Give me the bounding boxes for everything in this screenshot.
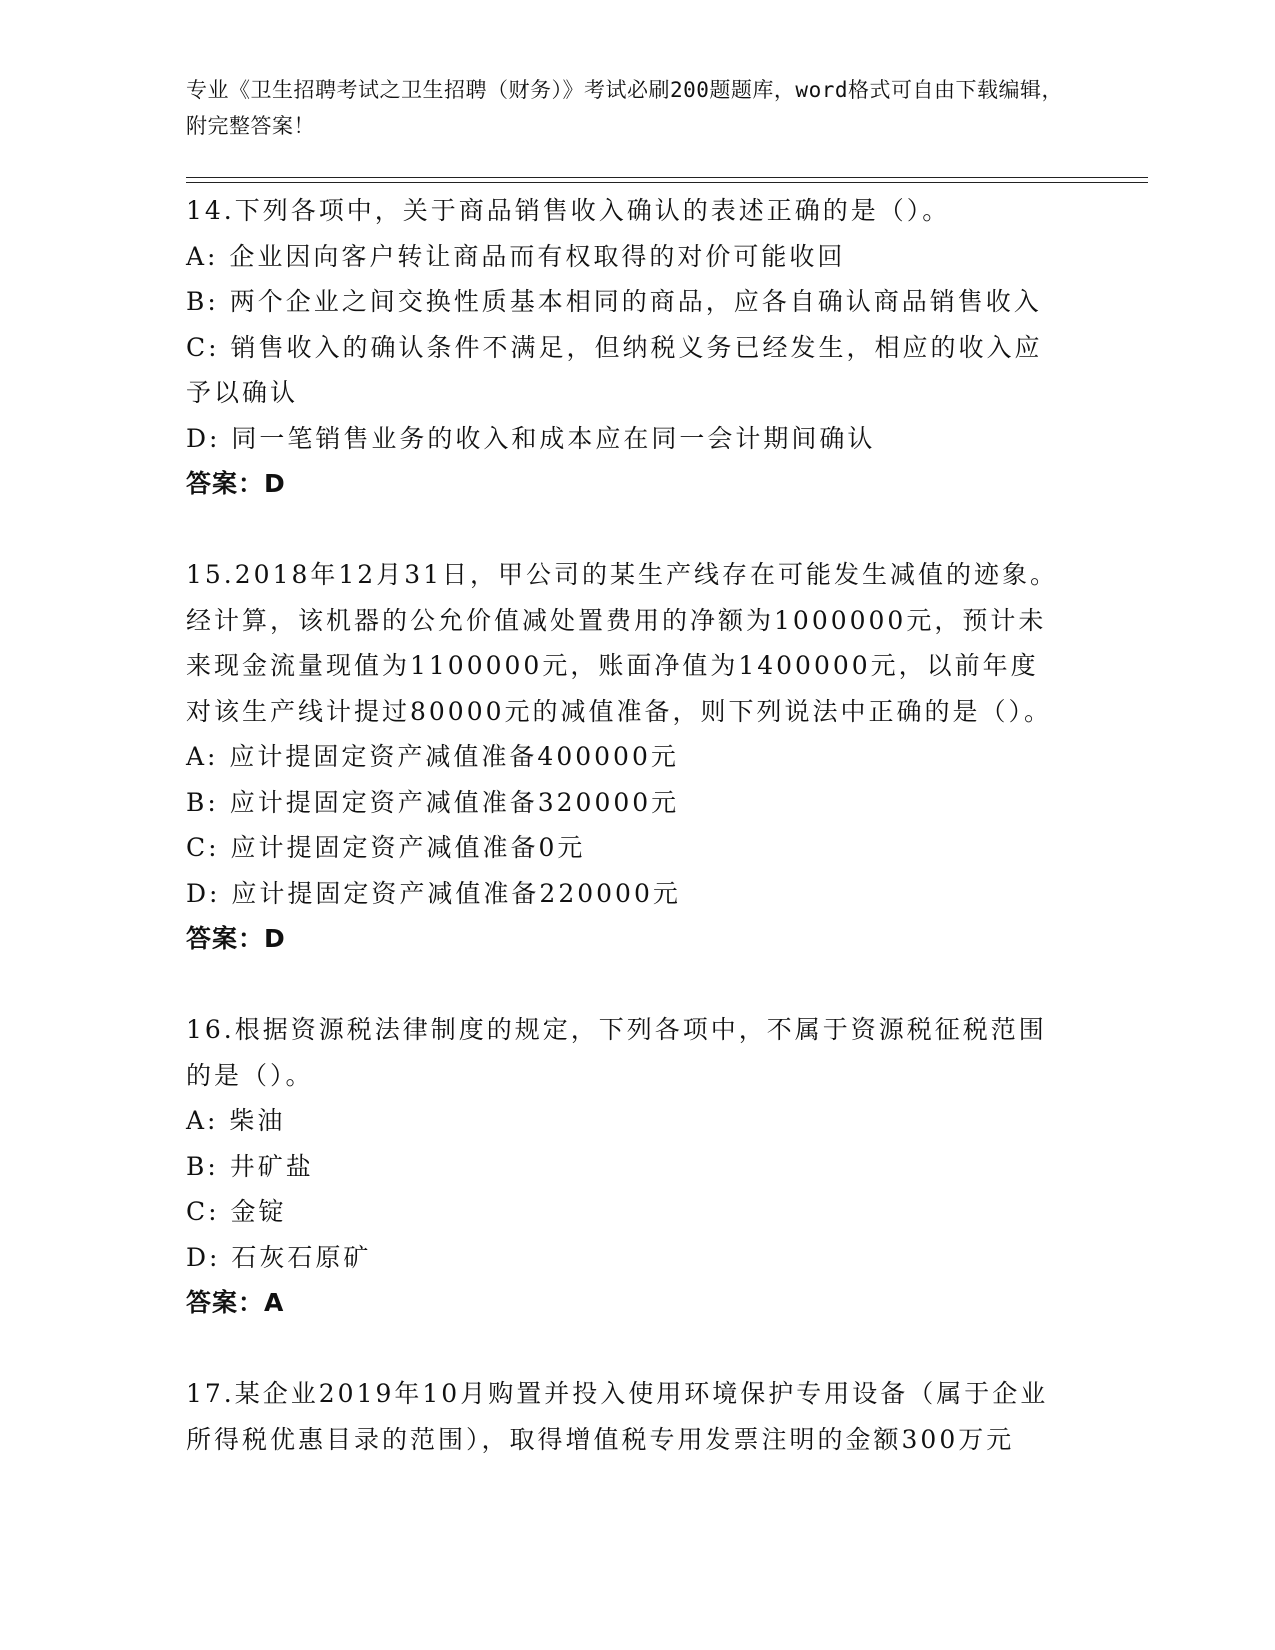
option-a: A: 柴油 (186, 1106, 286, 1135)
option-d: D: 石灰石原矿 (186, 1242, 372, 1272)
option-b: B: 两个企业之间交换性质基本相同的商品，应各自确认商品销售收入 (186, 287, 1042, 316)
option-a: A: 应计提固定资产减值准备400000元 (186, 742, 679, 771)
option-d: D: 同一笔销售业务的收入和成本应在同一会计期间确认 (186, 423, 876, 453)
question-17 (186, 1371, 1066, 1462)
question-stem: 17.某企业2019年10月购置并投入使用环境保护专用设备（属于企业所得税优惠目录的范围），取得增值税专用发票注明的金额300万元 (186, 1379, 1049, 1454)
question-stem: 16.根据资源税法律制度的规定，下列各项中，不属于资源税征税范围的是（）。 (186, 1015, 1047, 1090)
question-stem: 14.下列各项中，关于商品销售收入确认的表述正确的是（）。 (186, 196, 951, 225)
document-header (186, 72, 1066, 144)
header-rule-bottom (186, 182, 1148, 183)
option-c: C: 销售收入的确认条件不满足，但纳税义务已经发生，相应的收入应予以确认 (186, 332, 1043, 407)
question-14 (186, 188, 1066, 507)
option-a: A: 企业因向客户转让商品而有权取得的对价可能收回 (186, 241, 846, 271)
option-c: C: 应计提固定资产减值准备0元 (186, 833, 586, 862)
header-rule-top (186, 177, 1148, 178)
question-stem: 15.2018年12月31日，甲公司的某生产线存在可能发生减值的迹象。经计算，该机器的公允价值减处置费用的净额为1000000元，预计未来现金流量现值为1100000元，账面净值为1400000元，以前年度对该生产线计提过80000元的减值准备，则下列说法中正确的是（）。 (186, 560, 1059, 726)
answer-line: 答案：A (186, 1288, 285, 1317)
option-c: C: 金锭 (186, 1197, 287, 1226)
answer-line: 答案：D (186, 924, 286, 953)
answer-line: 答案：D (186, 469, 286, 498)
question-15 (186, 552, 1066, 962)
option-b: B: 应计提固定资产减值准备320000元 (186, 787, 680, 817)
option-b: B: 井矿盐 (186, 1151, 314, 1181)
question-list (186, 188, 1066, 1508)
header-text: 专业《卫生招聘考试之卫生招聘（财务）》考试必刷200题题库，word格式可自由下载编辑，附完整答案！ (186, 78, 1063, 138)
option-d: D: 应计提固定资产减值准备220000元 (186, 878, 681, 908)
question-16 (186, 1007, 1066, 1326)
